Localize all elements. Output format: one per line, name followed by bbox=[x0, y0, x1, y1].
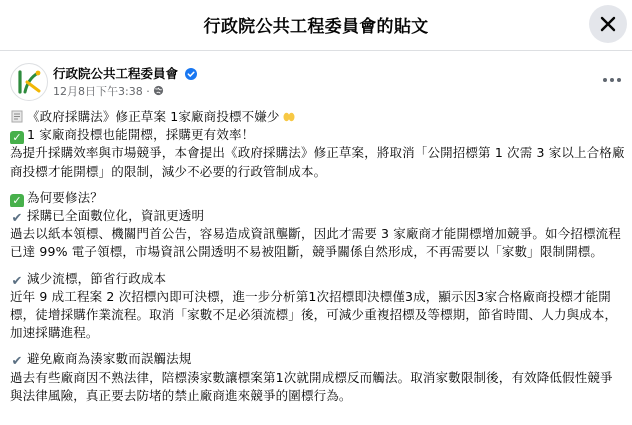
post-text: 採購已全面數位化，資訊更透明 bbox=[27, 207, 205, 223]
post-line bbox=[10, 189, 625, 207]
post-line bbox=[10, 207, 625, 225]
post-text: 1 家廠商投標也能開標，採購更有效率！ bbox=[27, 127, 255, 143]
check-mark-icon: ✔ bbox=[11, 354, 23, 369]
close-button[interactable] bbox=[589, 5, 627, 43]
post-text: 避免廠商為湊家數而誤觸法規 bbox=[27, 351, 192, 367]
check-box-icon: ✓ bbox=[10, 194, 24, 207]
post-paragraph: 過去以紙本領標、機關門首公告，容易造成資訊壟斷，因此才需要 3 家廠商才能開標增加競爭。如今招標流程已達 99% 電子領標，市場資訊公開透明不易被阻斷，競爭關係自然形成，不再需要以「家數」限制開標。 bbox=[10, 226, 621, 260]
post-paragraph: 為提升採購效率與市場競爭，本會提出《政府採購法》修正草案，將取消「公開招標第 1 次需 3 家以上合格廠商投標才能開標」的限制，減少不必要的行政管制成本。 bbox=[10, 145, 625, 179]
raised-hands-icon bbox=[282, 109, 296, 123]
post-text: 減少流標，節省行政成本 bbox=[27, 270, 167, 286]
modal-title: 行政院公共工程委員會的貼文 bbox=[203, 17, 429, 37]
author-label[interactable]: 行政院公共工程委員會 bbox=[53, 66, 179, 81]
more-options-button[interactable] bbox=[599, 70, 625, 90]
globe-icon bbox=[153, 85, 164, 96]
close-icon bbox=[600, 16, 616, 32]
post-meta bbox=[53, 83, 164, 99]
avatar[interactable] bbox=[10, 63, 48, 101]
post-line bbox=[10, 270, 625, 288]
check-mark-icon: ✔ bbox=[11, 210, 23, 226]
check-mark-icon: ✔ bbox=[11, 273, 23, 288]
post-line bbox=[10, 108, 625, 126]
post-line bbox=[10, 350, 625, 368]
author-name[interactable] bbox=[53, 64, 197, 82]
pcc-logo-icon bbox=[11, 64, 47, 100]
more-dot-icon bbox=[603, 78, 607, 82]
post-paragraph: 過去有些廠商因不熟法律，陪標湊家數讓標案第1次就開成標反而觸法。取消家數限制後，有效降低假性競爭與法律風險，真正要去防堵的禁止廠商進來競爭的圍標行為。 bbox=[10, 369, 613, 403]
post-line bbox=[10, 126, 625, 144]
post-date[interactable]: 12月8日下午3:38 bbox=[53, 85, 143, 98]
meta-separator: · bbox=[146, 85, 150, 98]
memo-icon bbox=[10, 109, 24, 123]
post-text: 《政府採購法》修正草案 1家廠商投標不嫌少 bbox=[27, 109, 280, 124]
modal-header bbox=[0, 0, 632, 51]
post-body bbox=[10, 108, 625, 405]
post-paragraph: 近年 9 成工程案 2 次招標內即可決標，進一步分析第1次招標即決標僅3成，顯示因3家合格廠商投標才能開標，徒增採購作業流程。取消「家數不足必須流標」後，可減少重複招標及等標期，節省時間、人力與成本，加速採購進程。 bbox=[10, 288, 618, 341]
more-dot-icon bbox=[617, 78, 621, 82]
post-text: 為何要修法？ bbox=[27, 189, 103, 205]
verified-badge-icon bbox=[185, 68, 197, 80]
check-box-icon: ✓ bbox=[10, 131, 24, 144]
more-dot-icon bbox=[610, 78, 614, 82]
